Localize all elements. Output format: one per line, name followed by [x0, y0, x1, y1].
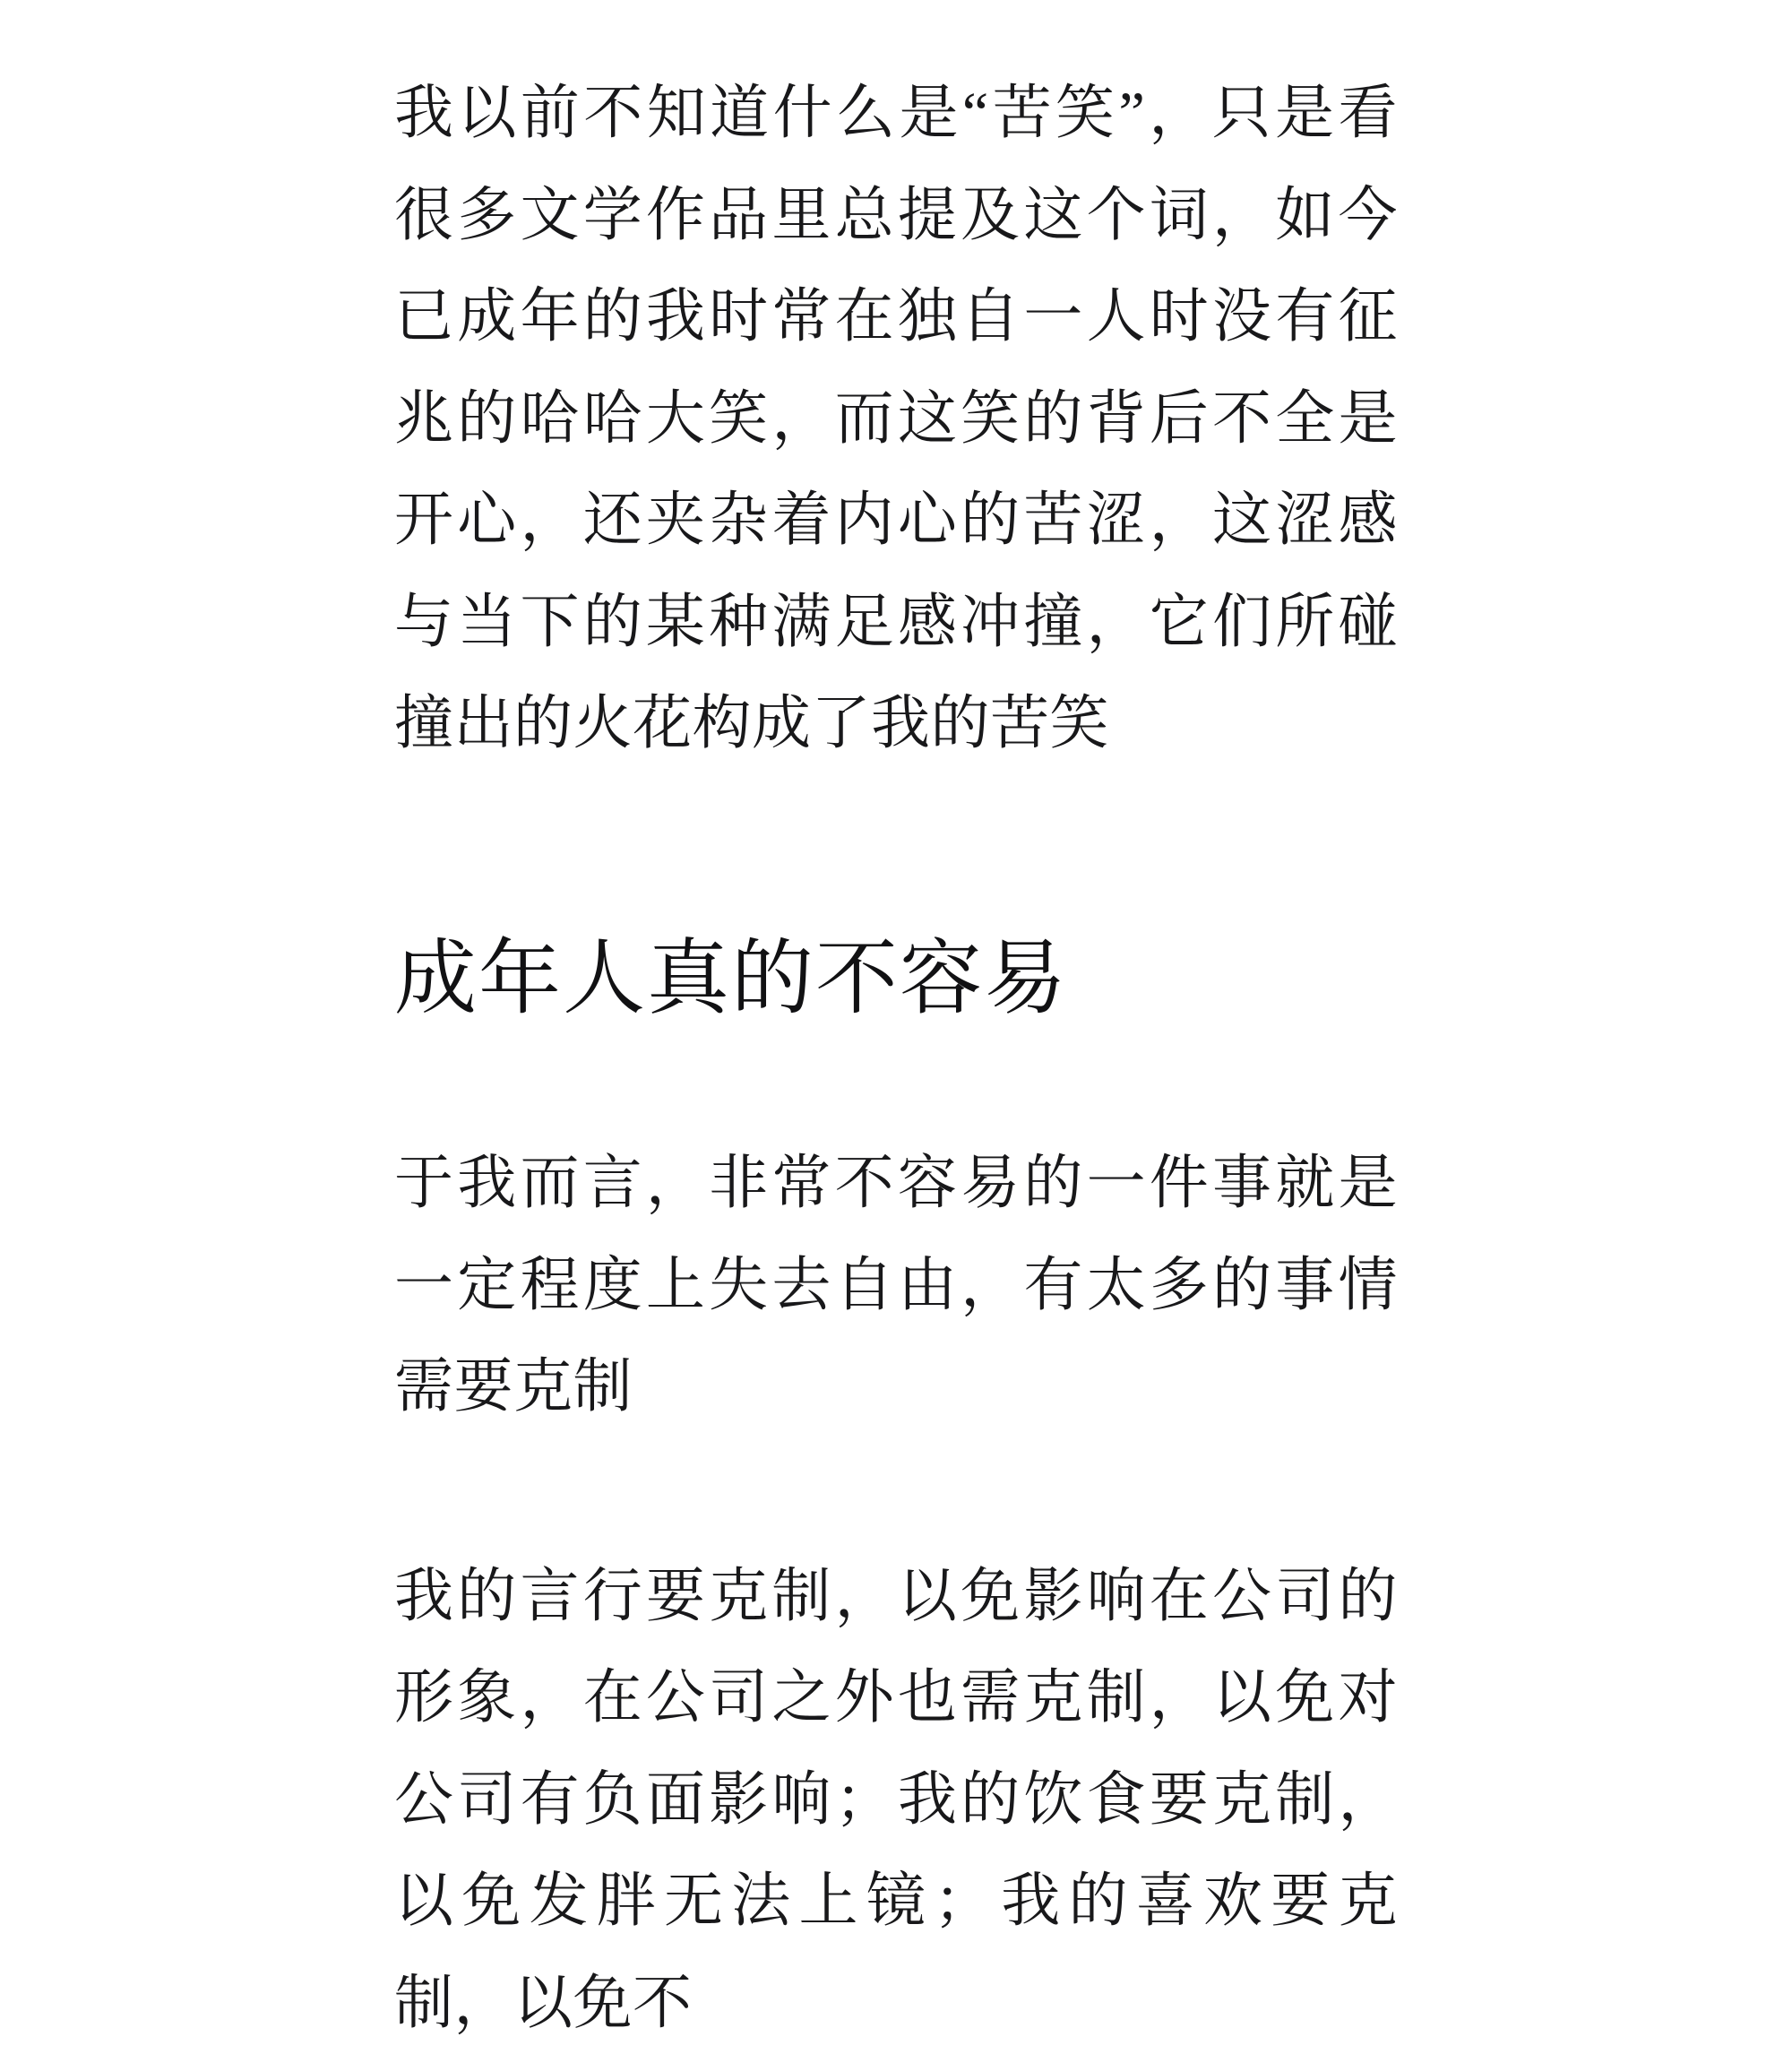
paragraph-restraint: 我的言行要克制，以免影响在公司的形象，在公司之外也需克制，以免对公司有负面影响；我的饮食要克制，以免发胖无法上镜；我的喜欢要克制，以免不	[394, 1563, 1398, 2036]
spacer-after-heading	[394, 1032, 1398, 1133]
spacer-before-heading	[394, 775, 1398, 910]
paragraph-losing-freedom: 于我而言，非常不容易的一件事就是一定程度上失去自由，有太多的事情需要克制	[394, 1151, 1398, 1420]
spacer-between-paragraphs	[394, 1438, 1398, 1546]
paragraph-bitter-smile: 我以前不知道什么是“苦笑”，只是看很多文学作品里总提及这个词，如今已成年的我时常在独自一人时没有征兆的哈哈大笑，而这笑的背后不全是开心，还夹杂着内心的苦涩，这涩感与当下的某种满足感冲撞，它们所碰撞出的火花构成了我的苦笑	[394, 81, 1398, 757]
content-column	[394, 63, 1398, 2054]
heading-adults-not-easy: 成年人真的不容易	[394, 932, 1069, 1024]
